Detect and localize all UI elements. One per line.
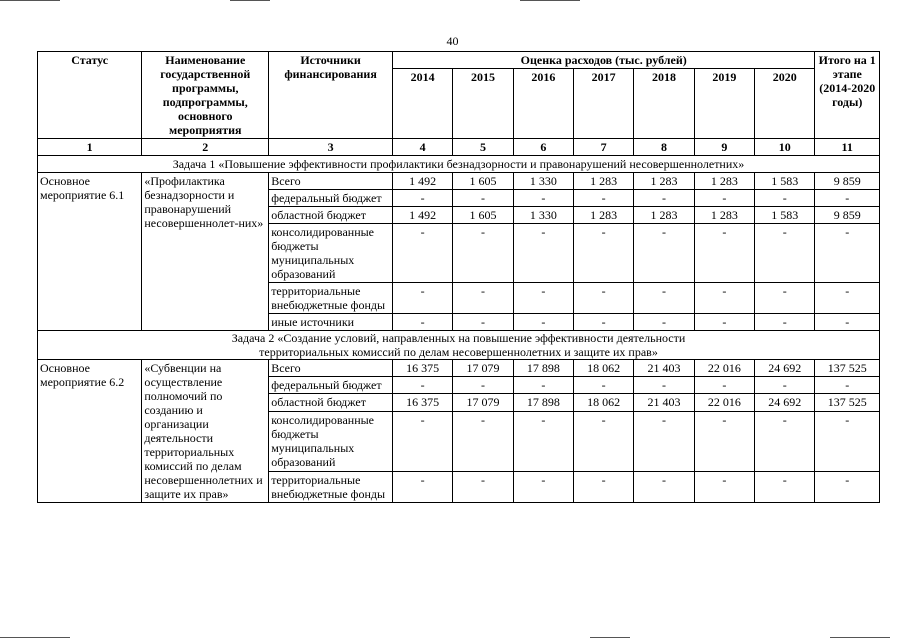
row-value: - — [453, 314, 513, 331]
row-value: - — [755, 377, 815, 394]
row-value: - — [755, 283, 815, 314]
row-value: - — [453, 283, 513, 314]
row-program-name: «Субвенции на осуществление полномочий по созданию и организации деятельности территориальных комиссий по делам несовершеннолетних и защите их прав» — [142, 360, 269, 503]
header-status: Статус — [38, 52, 142, 139]
row-source: консолидированные бюджеты муниципальных образований — [269, 411, 393, 471]
row-value: 1 330 — [513, 207, 573, 224]
row-value: 1 583 — [755, 207, 815, 224]
row-value: - — [513, 314, 573, 331]
header-year: 2014 — [392, 69, 452, 139]
task-title: Задача 2 «Создание условий, направленных на повышение эффективности деятельности территориальных комиссий по делам несовершеннолетних и защите их прав» — [38, 331, 880, 360]
header-sources: Источники финансирования — [269, 52, 393, 139]
row-value: 1 283 — [634, 207, 694, 224]
row-value: 1 492 — [392, 173, 452, 190]
header-year: 2019 — [694, 69, 754, 139]
row-total: 9 859 — [815, 173, 880, 190]
row-total: 137 525 — [815, 360, 880, 377]
row-source: федеральный бюджет — [269, 377, 393, 394]
scan-line-bottom-mid — [590, 637, 630, 638]
row-value: - — [634, 224, 694, 283]
row-source: областной бюджет — [269, 207, 393, 224]
task-title-row — [38, 156, 880, 173]
row-value: - — [634, 411, 694, 471]
row-value: - — [574, 377, 634, 394]
row-value: 1 492 — [392, 207, 452, 224]
table-row — [38, 173, 880, 190]
column-number: 5 — [453, 139, 513, 156]
row-value: 22 016 — [694, 360, 754, 377]
row-value: - — [694, 411, 754, 471]
header-year: 2016 — [513, 69, 573, 139]
row-value: 17 079 — [453, 360, 513, 377]
row-value: - — [513, 377, 573, 394]
column-number: 8 — [634, 139, 694, 156]
row-total: - — [815, 471, 880, 502]
row-value: - — [574, 411, 634, 471]
row-value: 1 330 — [513, 173, 573, 190]
row-value: 17 079 — [453, 394, 513, 411]
row-value: 1 283 — [634, 173, 694, 190]
row-value: - — [694, 190, 754, 207]
row-value: 1 605 — [453, 173, 513, 190]
row-value: - — [392, 224, 452, 283]
page-number: 40 — [446, 34, 459, 48]
row-value: - — [392, 314, 452, 331]
column-number: 10 — [755, 139, 815, 156]
row-value: - — [392, 411, 452, 471]
row-value: - — [513, 411, 573, 471]
row-value: - — [755, 224, 815, 283]
row-value: - — [694, 283, 754, 314]
task-title-row — [38, 331, 880, 360]
row-value: 18 062 — [574, 394, 634, 411]
scan-line-top-mid — [230, 0, 270, 1]
row-value: 1 283 — [694, 173, 754, 190]
row-value: - — [634, 314, 694, 331]
row-value: 1 583 — [755, 173, 815, 190]
column-number: 9 — [694, 139, 754, 156]
scan-line-bottom-left — [0, 637, 70, 638]
row-total: - — [815, 411, 880, 471]
row-total: - — [815, 314, 880, 331]
column-number: 4 — [392, 139, 452, 156]
column-number: 7 — [574, 139, 634, 156]
header-total: Итого на 1 этапе (2014-2020 годы) — [815, 52, 880, 139]
task-title: Задача 1 «Повышение эффективности профилактики безнадзорности и правонарушений несовершеннолетних» — [38, 156, 880, 173]
row-source: иные источники — [269, 314, 393, 331]
row-total: - — [815, 190, 880, 207]
row-source: консолидированные бюджеты муниципальных образований — [269, 224, 393, 283]
row-status: Основное мероприятие 6.1 — [38, 173, 142, 331]
row-value: - — [574, 224, 634, 283]
header-year: 2017 — [574, 69, 634, 139]
row-value: 17 898 — [513, 360, 573, 377]
row-value: 21 403 — [634, 394, 694, 411]
row-value: - — [634, 471, 694, 502]
header-program-name: Наименование государственной программы, подпрограммы, основного мероприятия — [142, 52, 269, 139]
column-number: 6 — [513, 139, 573, 156]
header-year: 2018 — [634, 69, 694, 139]
row-value: - — [634, 190, 694, 207]
row-total: - — [815, 224, 880, 283]
row-value: 16 375 — [392, 360, 452, 377]
row-value: - — [453, 224, 513, 283]
table-row — [38, 360, 880, 377]
header-row-main — [38, 52, 880, 69]
row-value: 17 898 — [513, 394, 573, 411]
row-value: - — [513, 224, 573, 283]
row-value: 21 403 — [634, 360, 694, 377]
row-value: - — [513, 471, 573, 502]
row-value: - — [755, 471, 815, 502]
row-value: - — [694, 314, 754, 331]
budget-table — [37, 51, 880, 503]
row-value: - — [513, 190, 573, 207]
row-value: 18 062 — [574, 360, 634, 377]
row-status: Основное мероприятие 6.2 — [38, 360, 142, 503]
scan-line-bottom-right — [830, 637, 890, 638]
row-value: - — [453, 411, 513, 471]
row-value: 1 283 — [574, 207, 634, 224]
row-value: - — [755, 411, 815, 471]
row-value: - — [453, 471, 513, 502]
row-value: - — [513, 283, 573, 314]
row-value: - — [694, 471, 754, 502]
row-value: 24 692 — [755, 394, 815, 411]
row-value: - — [634, 283, 694, 314]
scan-line-top-right — [520, 0, 580, 1]
row-value: 16 375 — [392, 394, 452, 411]
row-source: областной бюджет — [269, 394, 393, 411]
row-value: - — [755, 314, 815, 331]
header-cost-estimate: Оценка расходов (тыс. рублей) — [392, 52, 814, 69]
row-source: территориальные внебюджетные фонды — [269, 283, 393, 314]
row-program-name: «Профилактика безнадзорности и правонарушений несовершеннолет-них» — [142, 173, 269, 331]
row-value: - — [453, 377, 513, 394]
row-value: - — [392, 377, 452, 394]
scan-line-top-left — [0, 0, 60, 1]
column-number: 11 — [815, 139, 880, 156]
row-total: 9 859 — [815, 207, 880, 224]
row-value: - — [453, 190, 513, 207]
column-number: 2 — [142, 139, 269, 156]
row-source: Всего — [269, 360, 393, 377]
row-value: - — [694, 224, 754, 283]
row-value: - — [634, 377, 694, 394]
row-value: - — [694, 377, 754, 394]
row-value: 1 283 — [574, 173, 634, 190]
row-value: - — [392, 471, 452, 502]
row-value: - — [574, 314, 634, 331]
row-value: 1 605 — [453, 207, 513, 224]
row-source: Всего — [269, 173, 393, 190]
row-value: - — [574, 471, 634, 502]
row-value: 22 016 — [694, 394, 754, 411]
column-number-row — [38, 139, 880, 156]
column-number: 1 — [38, 139, 142, 156]
row-value: - — [392, 190, 452, 207]
row-value: - — [574, 283, 634, 314]
column-number: 3 — [269, 139, 393, 156]
row-value: - — [574, 190, 634, 207]
row-value: - — [392, 283, 452, 314]
row-total: - — [815, 377, 880, 394]
row-total: 137 525 — [815, 394, 880, 411]
row-source: территориальные внебюджетные фонды — [269, 471, 393, 502]
header-year: 2015 — [453, 69, 513, 139]
row-value: 1 283 — [694, 207, 754, 224]
row-total: - — [815, 283, 880, 314]
row-source: федеральный бюджет — [269, 190, 393, 207]
row-value: - — [755, 190, 815, 207]
header-year: 2020 — [755, 69, 815, 139]
row-value: 24 692 — [755, 360, 815, 377]
